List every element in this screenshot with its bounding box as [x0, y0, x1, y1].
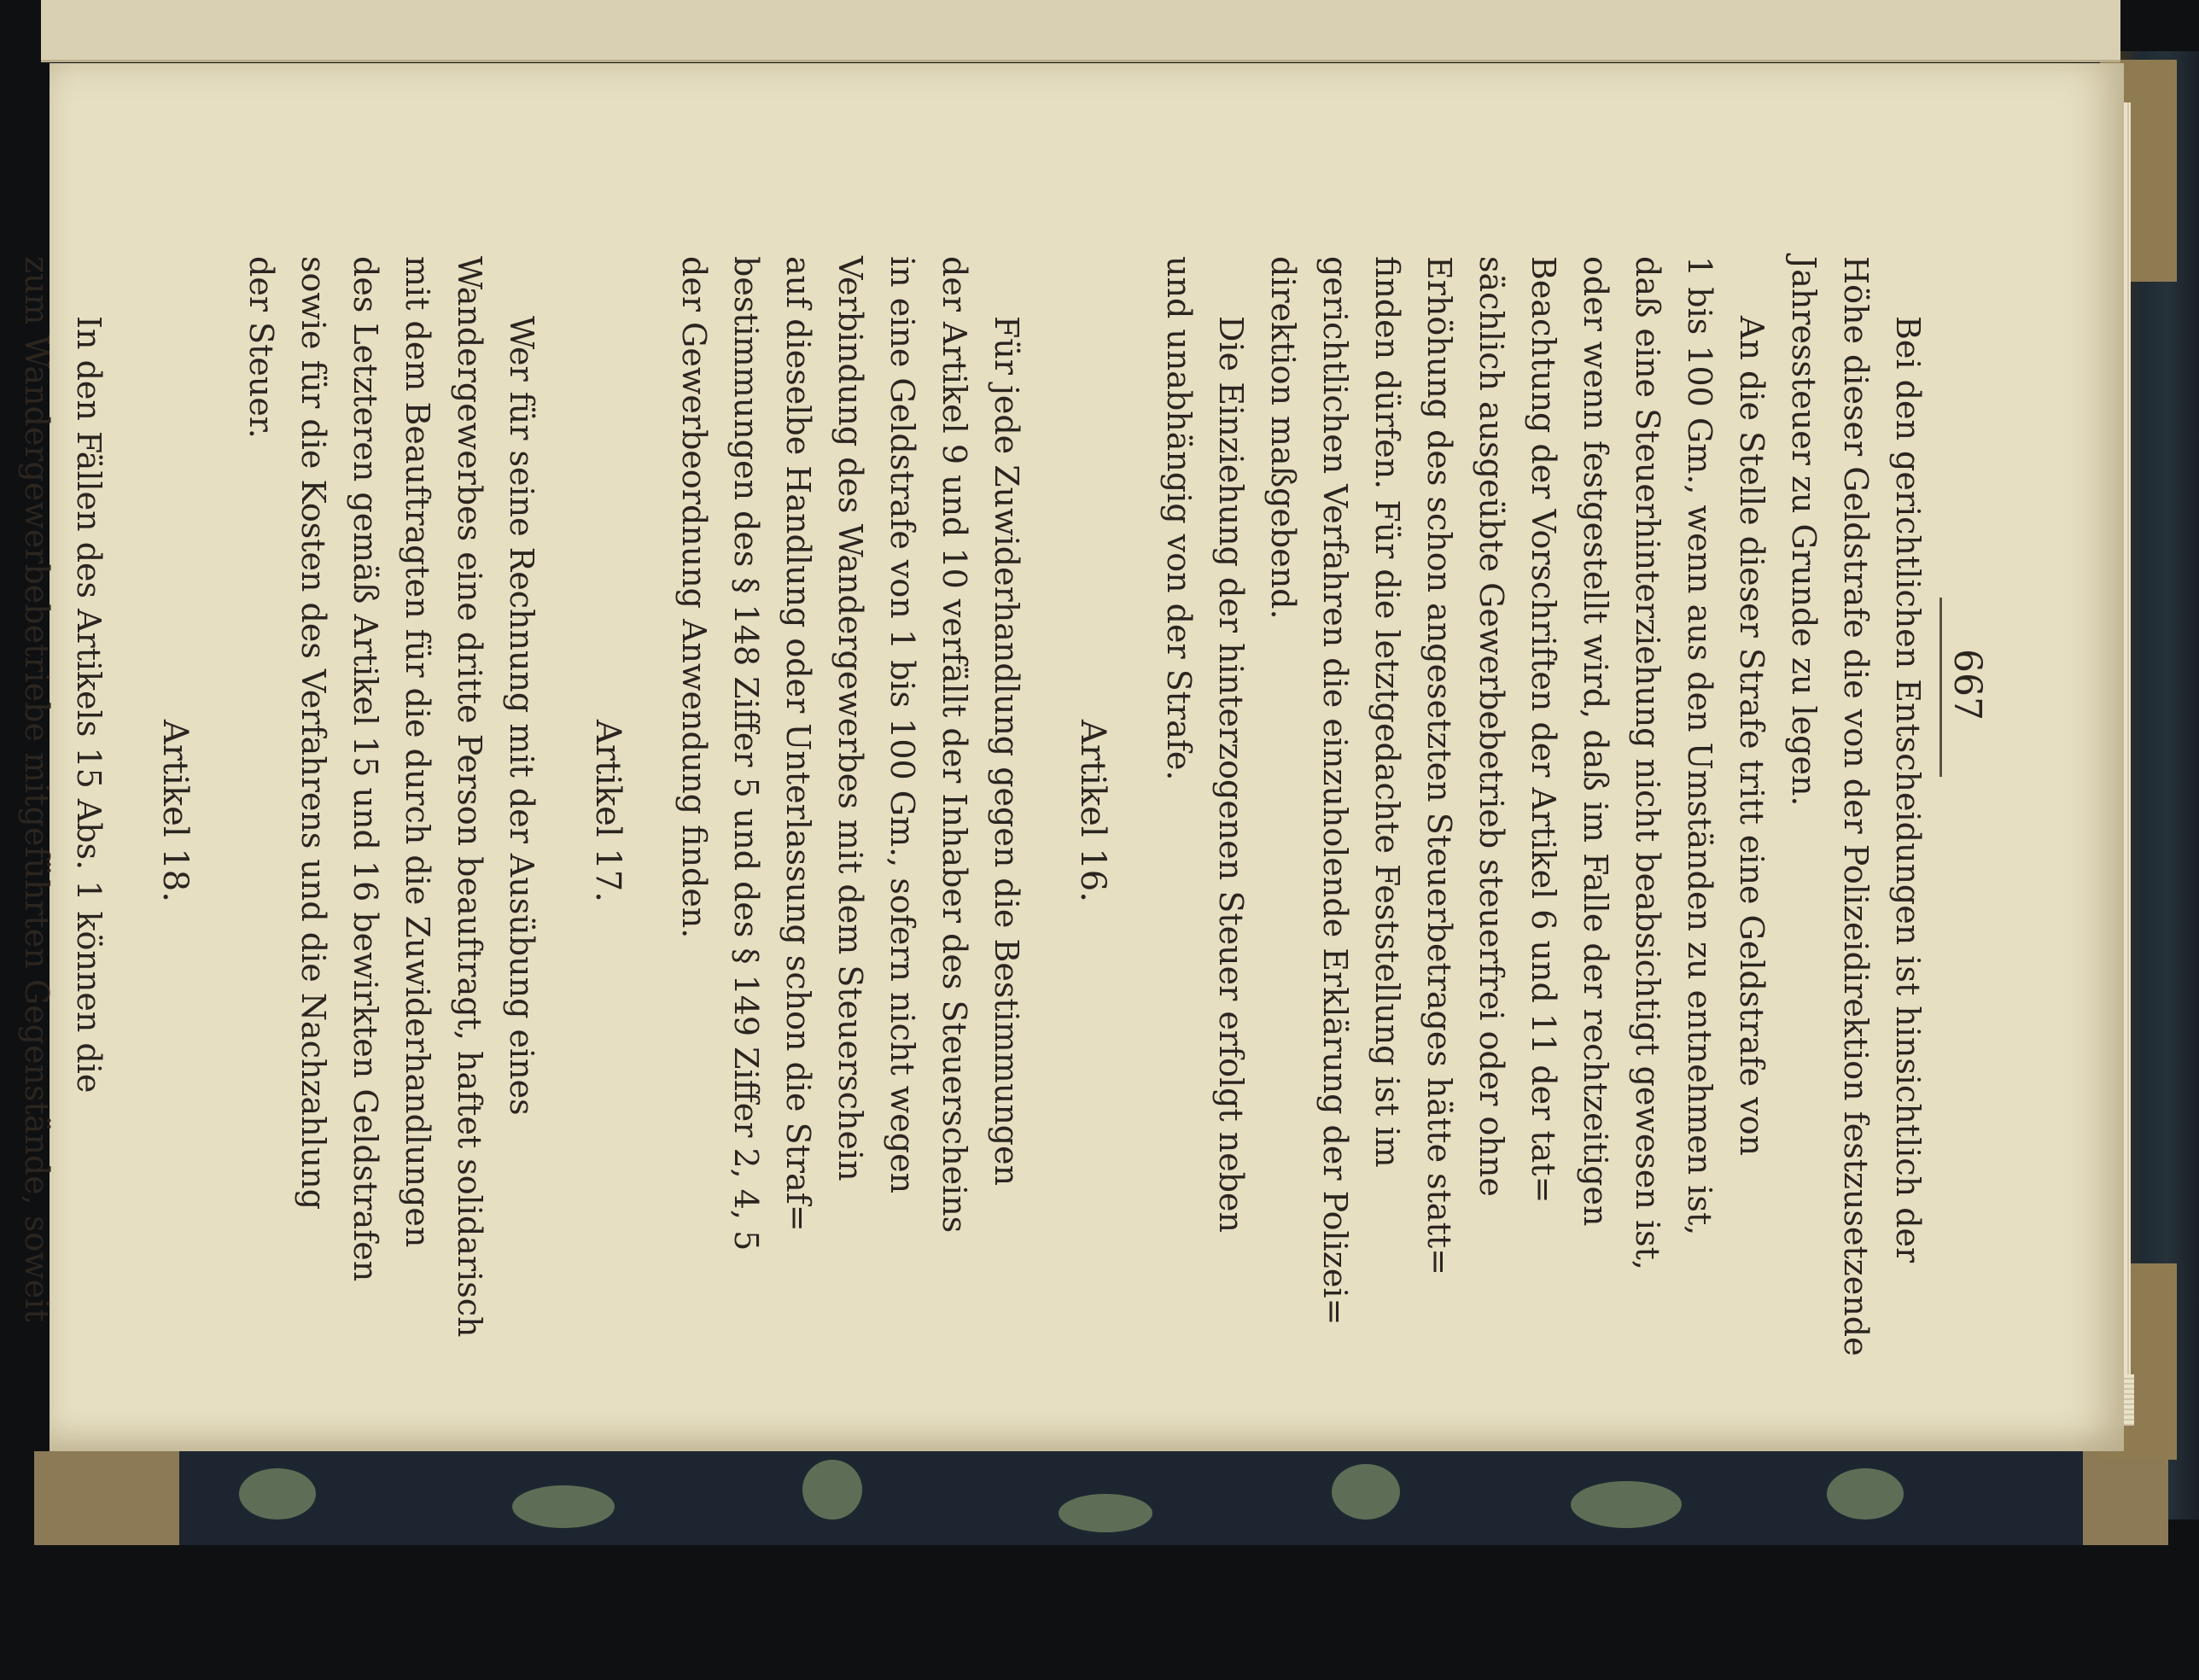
text-line: Verbindung des Wandergewerbes mit dem Steuerschein [831, 256, 869, 1181]
text-line: Jahressteuer zu Grunde zu legen. [1785, 256, 1823, 807]
text-line: direktion maßgebend. [1264, 256, 1302, 620]
marbled-cover [34, 1451, 2160, 1545]
marble-spot [512, 1485, 615, 1528]
marble-spot [1332, 1464, 1400, 1520]
article-16-text [668, 256, 1032, 1366]
marble-spot [1059, 1494, 1152, 1532]
cloth-corner-left [34, 1451, 179, 1545]
marble-spot [802, 1460, 862, 1520]
text-line: Bei den gerichtlichen Entscheidungen ist hinsichtlich der [1889, 316, 1927, 1263]
text-line: Höhe dieser Geldstrafe die von der Polizeidirektion festzusetzende [1837, 256, 1875, 1356]
text-line: Für jede Zuwiderhandlung gegen die Bestimmungen [988, 316, 1025, 1187]
text-line: und unabhängig von der Strafe. [1160, 256, 1198, 781]
text-line: Beachtung der Vorschriften der Artikel 6 und 11 der tat= [1525, 256, 1562, 1204]
text-line: des Letzteren gemäß Artikel 15 und 16 bewirkten Geldstrafen [347, 256, 384, 1282]
text-line: Wer für seine Rechnung mit der Ausübung eines [503, 316, 540, 1116]
marble-spot [239, 1468, 316, 1520]
page-number: 667 [1945, 649, 1989, 720]
marble-spot [1571, 1481, 1682, 1528]
text-line: sowie für die Kosten des Verfahrens und die Nachzahlung [295, 256, 332, 1210]
paragraph-2 [1257, 256, 1777, 1366]
text-line: in eine Geldstrafe von 1 bis 100 Gm., sofern nicht wegen [884, 256, 921, 1194]
text-line: An die Stelle dieser Strafe tritt eine Geldstrafe von [1733, 316, 1770, 1156]
text-line: auf dieselbe Handlung oder Unterlassung schon die Straf= [779, 256, 817, 1232]
page-text-block [18, 256, 1934, 1366]
text-line: zum Wandergewerbebetriebe mitgeführten Gegenstände, soweit [18, 256, 55, 1322]
paragraph-1 [1777, 256, 1934, 1366]
text-line: 1 bis 100 Gm., wenn aus den Umständen zu entnehmen ist, [1681, 256, 1718, 1236]
text-line: daß eine Steuerhinterziehung nicht beabsichtigt gewesen ist, [1629, 256, 1666, 1270]
text-line: der Artikel 9 und 10 verfällt der Inhaber des Steuerscheins [936, 256, 973, 1234]
page-number-rule [1939, 598, 1942, 777]
text-line: sächlich ausgeübte Gewerbebetrieb steuerfrei oder ohne [1473, 256, 1510, 1197]
text-line: Wandergewerbes eine dritte Person beauftragt, haftet solidarisch [451, 256, 488, 1338]
text-line: der Steuer. [242, 256, 280, 439]
text-line: mit dem Beauftragten für die durch die Zuwiderhandlungen [399, 256, 436, 1248]
article-17-text [235, 256, 547, 1366]
text-line: gerichtlichen Verfahren die einzuholende Erklärung der Polizei= [1316, 256, 1354, 1326]
article-18-text [10, 256, 114, 1366]
article-16-heading: Artikel 16. [1073, 720, 1112, 902]
paragraph-3 [1152, 256, 1257, 1366]
text-line: oder wenn festgestellt wird, daß im Falle der rechtzeitigen [1577, 256, 1614, 1227]
text-line: Die Einziehung der hinterzogenen Steuer erfolgt neben [1212, 316, 1250, 1234]
text-line: finden dürfen. Für die letztgedachte Feststellung ist im [1368, 256, 1406, 1168]
text-line: In den Fällen des Artikels 15 Abs. 1 können die [70, 316, 108, 1094]
article-17-heading: Artikel 17. [588, 720, 627, 902]
marble-spot [1827, 1468, 1904, 1520]
cloth-corner-right [2083, 1451, 2168, 1545]
text-line: Erhöhung des schon angesetzten Steuerbetrages hätte statt= [1420, 256, 1458, 1275]
previous-page-edge [41, 0, 2120, 62]
article-18-heading: Artikel 18. [155, 720, 195, 902]
text-line: der Gewerbeordnung Anwendung finden. [675, 256, 713, 939]
text-line: bestimmungen des § 148 Ziffer 5 und des § 149 Ziffer 2, 4, 5 [727, 256, 765, 1251]
